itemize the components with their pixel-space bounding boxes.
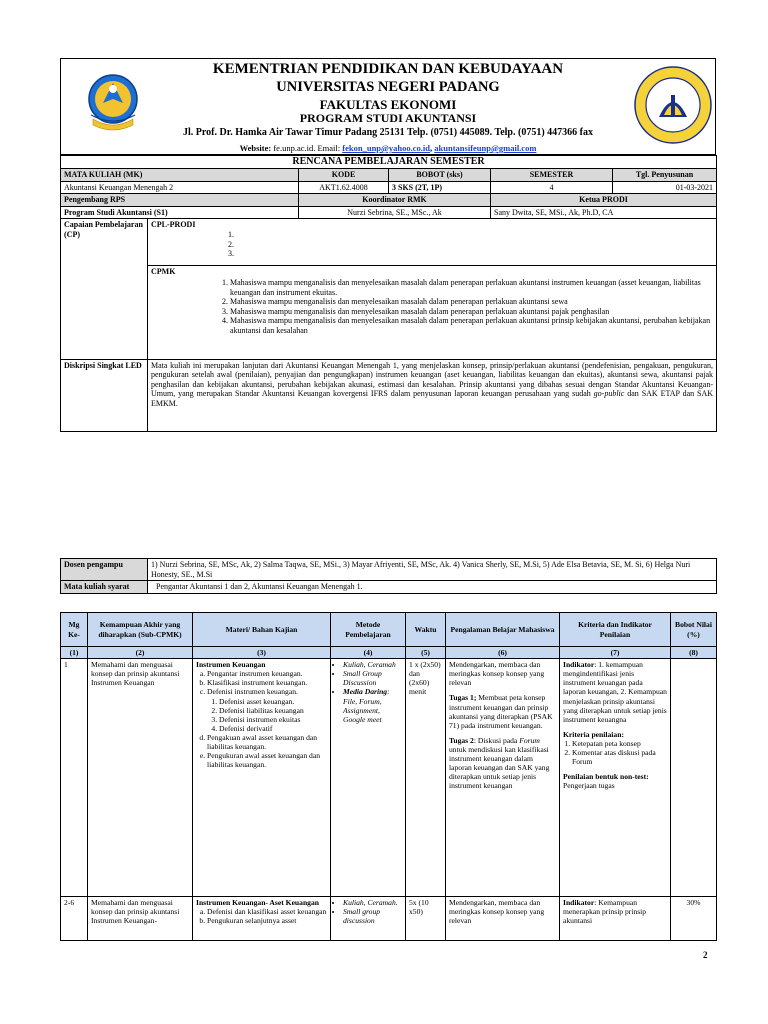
col-credit-header: BOBOT (sks) (389, 169, 491, 182)
weekly-plan-table (60, 612, 717, 941)
email-link-1[interactable]: fekon_unp@yahoo.co.id (342, 143, 431, 153)
header-criteria: Kriteria dan Indikator Penilaian (560, 613, 671, 647)
email-label: Email: (317, 143, 341, 153)
go-public-term: go-public (593, 389, 625, 399)
address-line: Jl. Prof. Dr. Hamka Air Tawar Timur Padang 25131 Telp. (0751) 445089. Telp. (0751) 447366 fax (183, 127, 593, 138)
col-date-header: Tgl. Penyusunan (613, 169, 717, 182)
table-row (61, 897, 717, 941)
week-cell: 1 (61, 659, 88, 897)
table-row (61, 659, 717, 897)
cpl-item: 1. (228, 229, 234, 239)
criteria-cell: Indikator: Kemampuan menerapkan prinsip prinsip akuntansi (560, 897, 671, 941)
letterhead (60, 58, 716, 155)
weight-cell: 30% (671, 897, 717, 941)
faculty-title: FAKULTAS EKONOMI (319, 97, 457, 112)
lecturer-list: 1) Nurzi Sebrina, SE, MSc, Ak, 2) Salma Taqwa, SE, MSi., 3) Mayar Afriyenti, SE, MSc, Ak. 4) Vanica Sherly, SE, M.Si, 5) Ade Elsa Betavia, SE, M. Si, 6) Helga Nuri Honesty, SE., M.Si (148, 559, 717, 581)
cpl-item: 3. (228, 249, 234, 259)
website-value[interactable]: fe.unp.ac.id. (273, 143, 316, 153)
compile-date: 01-03-2021 (613, 181, 717, 194)
col-number: (7) (560, 647, 671, 659)
col-number: (6) (446, 647, 560, 659)
week-cell: 2-6 (61, 897, 88, 941)
cpl-label: CPL-PRODI (148, 219, 717, 230)
header-week: Mg Ke- (61, 613, 88, 647)
weight-cell (671, 659, 717, 897)
cpmk-item: 1. Mahasiswa mampu menganalisis dan menyelesaikan masalah dalam penerapan perlakuan akuntansi instrumen keuangan (asset keuangan, liabilitas keuangan dan instrument ekuitas. (230, 278, 713, 297)
criteria-cell: Indikator: 1. kemampuan mengindentifikasi jenis instrument keuangan pada laporan keuangan, 2. Kemampuan menjelaskan prinsip akuntansi yang diterapkan untuk setiap jenis instrument keuangna Kriteria penilaian: 1. Ketepatan peta konsep 2. Komentar atas diskusi pada Forum Penilaian bentuk non-test: Pengerjaan tugas (560, 659, 671, 897)
cpmk-label: CPMK (148, 266, 717, 277)
col-course-header: MATA KULIAH (MK) (61, 169, 299, 182)
header-method: Metode Pembelajaran (331, 613, 406, 647)
col-number: (1) (61, 647, 88, 659)
col-code-header: KODE (299, 169, 389, 182)
time-cell: 1 x (2x50) dan (2x60) menit (406, 659, 446, 897)
cp-label: Capaian Pembelajaran (CP) (61, 219, 148, 359)
cpmk-item: 4. Mahasiswa mampu menganalisis dan menyelesaikan masalah dalam penerapan perlakuan akuntansi prinsip kebijakan akuntansi, perubahan kebijakan akuntansi dan kesalahan (230, 316, 713, 335)
col-number: (3) (193, 647, 331, 659)
col-number: (8) (671, 647, 717, 659)
ability-cell: Memahami dan menguasai konsep dan prinsip akuntansi Instrumen Keuangan- (88, 897, 193, 941)
dev-label: Pengembang RPS (61, 194, 299, 207)
cpl-list (148, 230, 717, 266)
program-title: PROGRAM STUDI AKUNTANSI (299, 111, 477, 125)
col-number: (5) (406, 647, 446, 659)
course-description: Mata kuliah ini merupakan lanjutan dari Akuntansi Keuangan Menengah 1, yang menjelaskan konsep, prinsip/perlakuan akuntansi (pendefenisian, pengakuan, pengukuran, pengukuran setelah awal (penilaian), penyajian dan pengungkapan) instrumen keuangan (aset keuangan, liabilitas keuangan dan ekuitas), akuntansi sewa, akuntansi pajak penghasilan dan kebijakan akuntansi, perubahan kebijakan akunasi, estimasi dan kesalahan. Prinsip akuntansi yang dibahas sesuai dengan Standar Akuntansi Keuangan-Umum, yang merupakan Standar Akuntansi Keuangan kovergensi IFRS dalam penyusunan laporan keuangan perusahaan yang sudah go-public dan SAK ETAP dan SAK EMKM. (148, 359, 717, 431)
topic-cell: Instrumen Keuangan a. Pengantar instrumen keuangan. b. Klasifikasi instrument keuangan. c. Defenisi instrumen keuangan. 1. Defenisi asset keuangan. 2. Defenisi liabilitas keuangan 3. Defenisi instrumen ekuitas 4. Defenisi derivatif d. Pengakuan awal asset keuangan dan liabilitas keuangan. e. Pengukuran awal asset keuangan dan liabilitas keuangan. (193, 659, 331, 897)
desc-label: Diskripsi Singkat LED (61, 359, 148, 431)
experience-cell: Mendengarkan, membaca dan meringkas konsep konsep yang relevan Tugas 1; Membuat peta konsep instrument keuangan dan prinsip akuntansi yang diterapkan (PSAK 71) pada instrument keuangan. Tugas 2: Diskusi pada Forum untuk mendiskusi kan klasifikasi instrument keuangan dalam laporan keuangan dan SAK yang diterapkan untuk setiap jenis instrument keuangan (446, 659, 560, 897)
method-cell: • Kuliah, Ceramah • Small Group Discussion • Media Daring: File, Forum, Assignment, Google meet (331, 659, 406, 897)
cpl-item: 2. (228, 239, 234, 249)
rps-info-table (60, 155, 717, 432)
experience-cell: Mendengarkan, membaca dan meringkas konsep konsep yang relevan (446, 897, 560, 941)
head-value: Sany Dwita, SE, MSi., Ak, Ph.D, CA (491, 206, 717, 219)
time-cell: 5x (10 x50) (406, 897, 446, 941)
rps-title: RENCANA PEMBELAJARAN SEMESTER (61, 156, 717, 169)
header-ability: Kemampuan Akhir yang diharapkan (Sub-CPMK) (88, 613, 193, 647)
prereq-label: Mata kuliah syarat (61, 581, 148, 594)
col-number: (4) (331, 647, 406, 659)
course-credit: 3 SKS (2T, 1P) (389, 181, 491, 194)
header-weight: Bobot Nilai (%) (671, 613, 717, 647)
email-link-2[interactable]: akuntansifeunp@gmail.com (434, 143, 537, 153)
lecturer-label: Dosen pengampu (61, 559, 148, 581)
coord-value: Nurzi Sebrina, SE., MSc., Ak (299, 206, 491, 219)
header-time: Waktu (406, 613, 446, 647)
website-label: Website: (239, 143, 272, 153)
header-topic: Materi/ Bahan Kajian (193, 613, 331, 647)
cpmk-item: 3. Mahasiswa mampu menganalisis dan menyelesaikan masalah dalam penerapan perlakuan akuntansi pajak penghasilan (230, 307, 713, 317)
head-label: Ketua PRODI (491, 194, 717, 207)
lecturer-table (60, 558, 717, 594)
course-code: AKT1.62.4008 (299, 181, 389, 194)
prereq-value: Pengantar Akuntansi 1 dan 2, Akuntansi Keuangan Menengah 1. (148, 581, 717, 594)
cpmk-list (148, 277, 717, 359)
topic-cell: Instrumen Keuangan- Aset Keuangan a. Defenisi dan klasifikasi asset keuangan b. Pengukuran selanjutnya asset (193, 897, 331, 941)
contact-line: Website: fe.unp.ac.id. Email: fekon_unp@yahoo.co.id, akuntansifeunp@gmail.com (239, 143, 537, 153)
course-semester: 4 (491, 181, 613, 194)
col-semester-header: SEMESTER (491, 169, 613, 182)
method-cell: • Kuliah, Ceramah. • Small group discussion (331, 897, 406, 941)
dev-value: Program Studi Akuntansi (S1) (61, 206, 299, 219)
ability-cell: Memahami dan menguasai konsep dan prinsip akuntansi Instrumen Keuangan (88, 659, 193, 897)
page-number: 2 (703, 950, 708, 960)
col-number: (2) (88, 647, 193, 659)
coord-label: Koordinator RMK (299, 194, 491, 207)
ministry-title: KEMENTRIAN PENDIDIKAN DAN KEBUDAYAAN (212, 61, 564, 77)
course-name: Akuntansi Keuangan Menengah 2 (61, 181, 299, 194)
header-experience: Pengalaman Belajar Mahasiswa (446, 613, 560, 647)
cpmk-item: 2. Mahasiswa mampu menganalisis dan menyelesaikan masalah dalam penerapan perlakuan akuntansi sewa (230, 297, 713, 307)
university-title: UNIVERSITAS NEGERI PADANG (276, 79, 500, 95)
